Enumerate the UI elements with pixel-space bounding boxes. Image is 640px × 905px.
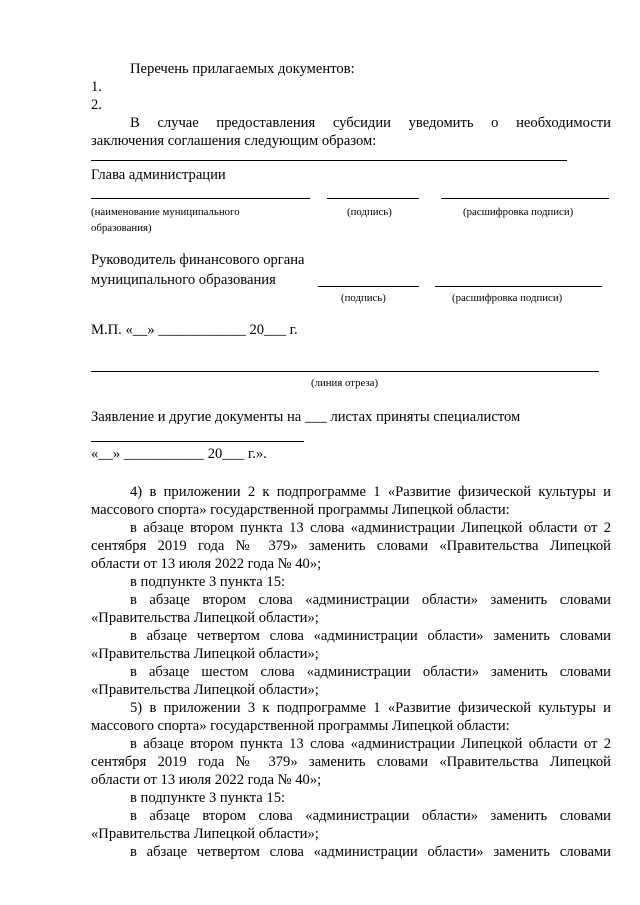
head-admin-label: Глава администрации <box>91 167 226 183</box>
accepted-specialist-line <box>91 441 304 442</box>
amend-line-19: в абзаце втором слова «администрации области» заменить словами <box>130 808 611 824</box>
amend-line-18: в подпункте 3 пункта 15: <box>130 790 286 806</box>
amend-line-12: «Правительства Липецкой области»; <box>91 682 319 698</box>
docs-list-item-2: 2. <box>91 97 102 113</box>
amend-line-3: в абзаце втором пункта 13 слова «администрации Липецкой области от 2 <box>130 520 611 536</box>
amend-line-10: «Правительства Липецкой области»; <box>91 646 319 662</box>
head-admin-caption-sign: (подпись) <box>347 206 392 218</box>
notice-fill-line <box>91 160 567 161</box>
amend-line-16: сентября 2019 года № 379» заменить словами «Правительства Липецкой <box>91 754 611 770</box>
amend-line-7: в абзаце втором слова «администрации области» заменить словами <box>130 592 611 608</box>
notice-line-2: заключения соглашения следующим образом: <box>91 133 377 149</box>
amend-line-9: в абзаце четвертом слова «администрации области» заменить словами <box>130 628 611 644</box>
head-admin-mo-line <box>91 198 310 199</box>
accepted-line: Заявление и другие документы на ___ листах приняты специалистом <box>91 409 521 425</box>
amend-line-20: «Правительства Липецкой области»; <box>91 826 319 842</box>
amend-line-2: массового спорта» государственной программы Липецкой области: <box>91 502 510 518</box>
head-admin-caption-mo-2: образования) <box>91 222 152 234</box>
amend-line-1: 4) в приложении 2 к подпрограмме 1 «Развитие физической культуры и <box>130 484 611 500</box>
finance-label-1: Руководитель финансового органа <box>91 252 305 268</box>
amend-line-11: в абзаце шестом слова «администрации области» заменить словами <box>130 664 611 680</box>
cut-line-caption: (линия отреза) <box>311 377 379 389</box>
amend-line-6: в подпункте 3 пункта 15: <box>130 574 286 590</box>
accepted-date: «__» ___________ 20___ г.». <box>91 446 267 462</box>
finance-label-2: муниципального образования <box>91 272 276 288</box>
finance-caption-decode: (расшифровка подписи) <box>452 292 563 304</box>
cut-line <box>91 371 599 372</box>
finance-decode-line <box>435 286 602 287</box>
notice-line-1: В случае предоставления субсидии уведомить о необходимости <box>130 115 611 131</box>
docs-list-title: Перечень прилагаемых документов: <box>130 61 355 77</box>
finance-caption-sign: (подпись) <box>341 292 386 304</box>
amend-line-15: в абзаце втором пункта 13 слова «администрации Липецкой области от 2 <box>130 736 611 752</box>
head-admin-caption-decode: (расшифровка подписи) <box>463 206 574 218</box>
amend-line-8: «Правительства Липецкой области»; <box>91 610 319 626</box>
amend-line-13: 5) в приложении 3 к подпрограмме 1 «Развитие физической культуры и <box>130 700 611 716</box>
amend-line-17: области от 13 июля 2022 года № 40»; <box>91 772 322 788</box>
stamp-date-line: М.П. «__» ____________ 20___ г. <box>91 322 298 338</box>
finance-sign-line <box>318 286 419 287</box>
head-admin-caption-mo-1: (наименование муниципального <box>91 206 240 218</box>
amend-line-21: в абзаце четвертом слова «администрации области» заменить словами <box>130 844 611 860</box>
amend-line-14: массового спорта» государственной программы Липецкой области: <box>91 718 510 734</box>
amend-line-5: области от 13 июля 2022 года № 40»; <box>91 556 322 572</box>
head-admin-sign-line <box>327 198 419 199</box>
head-admin-decode-line <box>441 198 609 199</box>
docs-list-item-1: 1. <box>91 79 102 95</box>
amend-line-4: сентября 2019 года № 379» заменить словами «Правительства Липецкой <box>91 538 611 554</box>
